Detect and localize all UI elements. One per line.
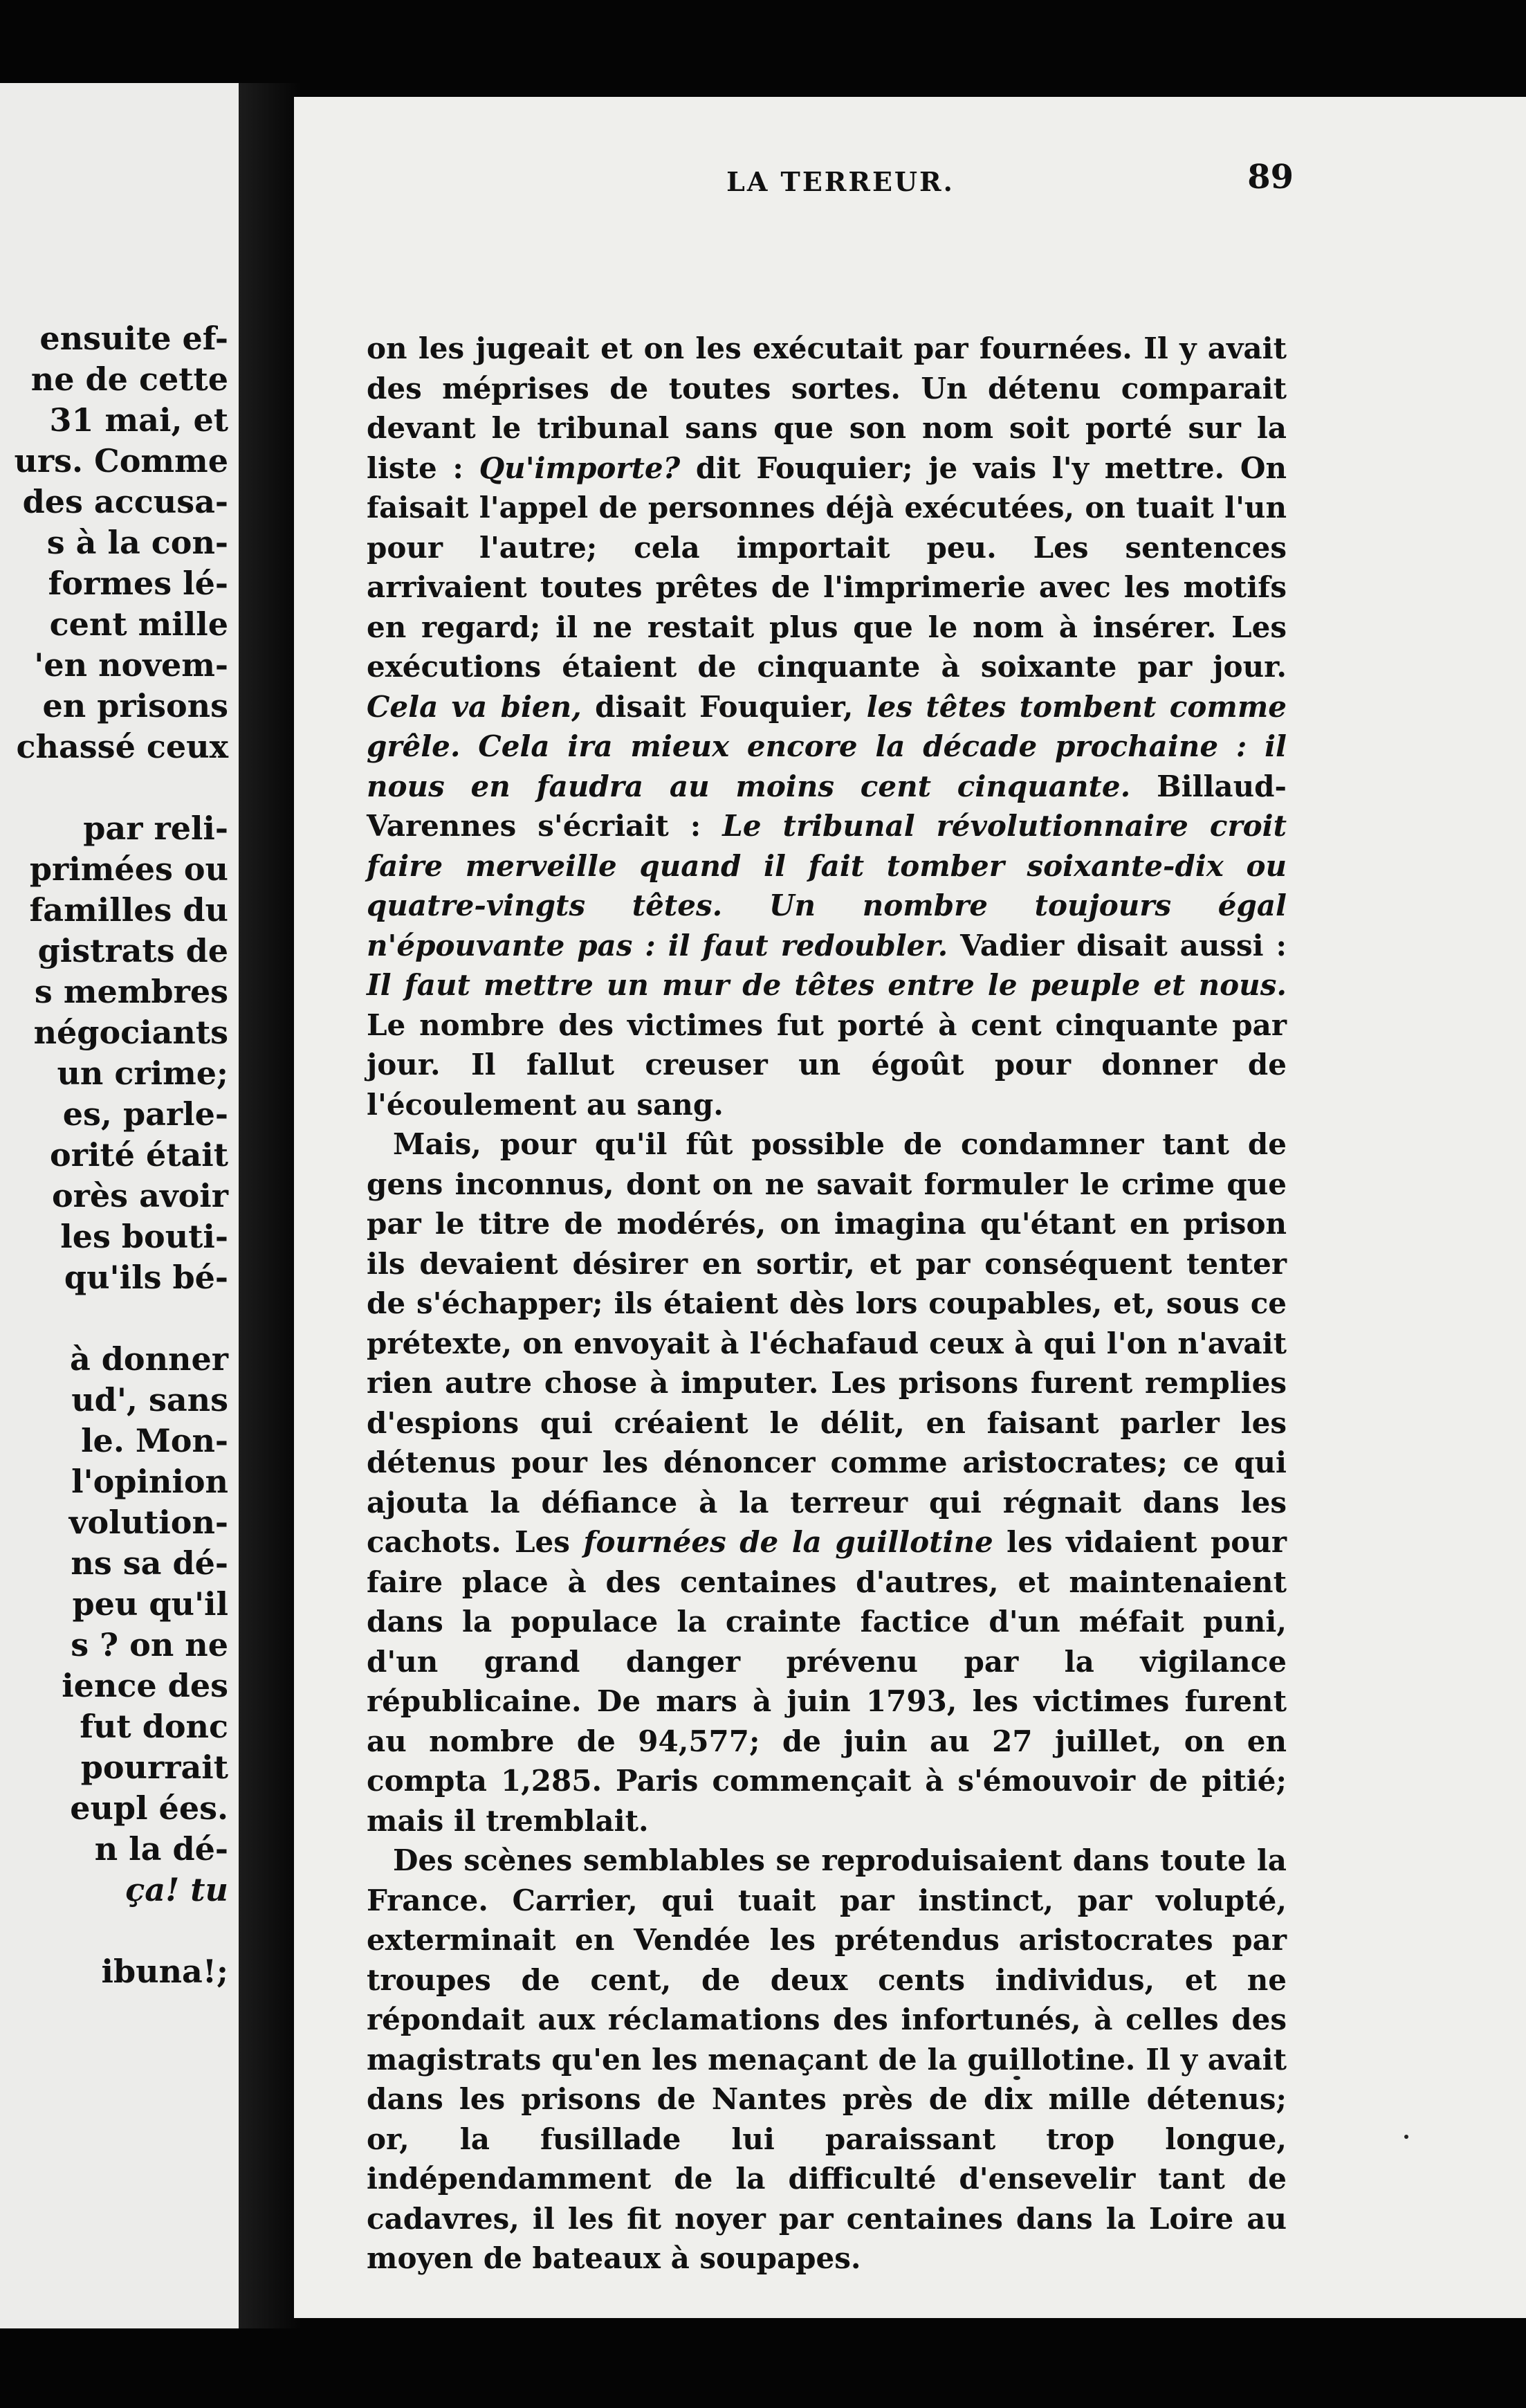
facing-page-line: es, parle- <box>62 1095 228 1133</box>
paragraph <box>367 1841 1287 2279</box>
text-run: Le nombre des victimes fut porté à cent cinquante par jour. Il fallut creuser un égoût pour donner de l'écoulement au sang. <box>367 1007 1287 1122</box>
facing-page-line <box>0 1298 228 1339</box>
facing-page-line: cent mille <box>49 605 228 643</box>
text-run: disait Fouquier, <box>581 689 867 724</box>
facing-page-line: familles du <box>29 891 228 929</box>
ink-speck <box>1404 2135 1408 2139</box>
facing-page-line: s membres <box>34 973 228 1010</box>
text-run: Billaud- Varennes s'écriait : <box>367 769 1287 843</box>
facing-page-line: des accusa- <box>22 483 228 520</box>
italic-text: Le tribunal révolutionnaire croit faire merveille quand il fait tomber soixante-dix ou quatre-vingts têtes. Un nombre toujours égal n'épouvante pas : il faut redoubler. <box>367 809 1287 963</box>
text-run: dit Fouquier; je vais l'y mettre. On faisait l'appel de personnes déjà exécutées, on tuait l'un pour l'autre; cela importait peu. Les sentences arrivaient toutes prêtes de l'imprimerie avec les motifs en regard; il ne restait plus que le nom à insérer. Les exécutions étaient de cinquante à soixante par jour. <box>367 450 1287 684</box>
text-run: on les jugeait et on les exécutait par fournées. Il y avait des méprises de toutes sortes. Un détenu comparait devant le tribunal sans que son nom soit porté sur la liste : <box>367 331 1287 485</box>
italic-text: Qu'importe? <box>479 450 681 485</box>
text-run: Des scènes semblables se reproduisaient dans toute la France. Carrier, qui tuait par instinct, par volupté, exterminait en Vendée les prétendus aristocrates par troupes de cent, de deux cents individus, et ne répondait aux réclamations des infortunés, à celles des magistrats qu'en les menaçant de la guillotine. Il y avait dans les prisons de Nantes près de dix mille détenus; or, la fusillade lui paraissant trop longue, indépendamment de la difficulté d'ensevelir tant de cadavres, il les fit noyer par centaines dans la Loire au moyen de bateaux à soupapes. <box>367 1843 1287 2275</box>
facing-page-line: ud', sans <box>71 1381 228 1419</box>
facing-page-line: négociants <box>33 1014 228 1051</box>
facing-page-line: eupl ées. <box>70 1789 228 1827</box>
facing-page-line: peu qu'il <box>72 1585 228 1623</box>
facing-page-line: les bouti- <box>60 1218 228 1255</box>
facing-page-line: urs. Comme <box>14 442 228 480</box>
facing-page-line: volution- <box>68 1504 228 1541</box>
running-head: LA TERREUR. <box>726 166 955 197</box>
facing-page-line: à donner <box>69 1340 228 1378</box>
text-run: Vadier disait aussi : <box>948 928 1287 963</box>
facing-page-line: ns sa dé- <box>71 1544 228 1582</box>
facing-page-line: s ? on ne <box>71 1626 228 1663</box>
facing-page-line <box>0 1910 228 1951</box>
facing-page-line: ience des <box>62 1667 228 1704</box>
facing-page-line: ibuna!; <box>101 1953 228 1990</box>
facing-page-text <box>0 318 228 1992</box>
facing-page-line: s à la con- <box>46 524 228 561</box>
facing-page-line: chassé ceux <box>16 728 228 765</box>
italic-text: Cela va bien, <box>367 689 582 724</box>
book-gutter <box>239 83 301 2328</box>
ink-speck <box>1013 2076 1020 2080</box>
page-number: 89 <box>1247 158 1294 197</box>
text-run: les vidaient pour faire place à des centaines d'autres, et maintenaient dans la populace la crainte factice d'un méfait puni, d'un grand danger prévenu par la vigilance républicaine. De mars à juin 1793, les victimes furent au nombre de 94,577; de juin au 27 juillet, on en compta 1,285. Paris commençait à s'émouvoir de pitié; mais il tremblait. <box>367 1525 1287 1838</box>
facing-page-line <box>0 767 228 808</box>
facing-page-line: le. Mon- <box>81 1422 228 1459</box>
italic-text: Il faut mettre un mur de têtes entre le peuple et nous. <box>367 968 1287 1002</box>
italic-text: fournées de la guillotine <box>583 1525 993 1559</box>
facing-page-line: 'en novem- <box>34 646 228 684</box>
facing-page-line: ne de cette <box>30 361 228 398</box>
facing-page-line: formes lé- <box>48 565 228 602</box>
facing-page-line: primées ou <box>29 850 228 888</box>
facing-page-line: orité était <box>50 1136 228 1174</box>
facing-page-line: fut donc <box>80 1708 228 1745</box>
facing-page-line: gistrats de <box>37 932 228 969</box>
facing-page-left <box>0 83 239 2328</box>
facing-page-line: 31 mai, et <box>49 401 228 439</box>
facing-page-line: l'opinion <box>71 1463 228 1500</box>
italic-text: les têtes tombent comme grêle. Cela ira mieux encore la décade prochaine : il nous en faudra au moins cent cinquante. <box>367 689 1287 803</box>
facing-page-line: n la dé- <box>94 1830 228 1868</box>
facing-page-line: ça! tu <box>125 1871 228 1908</box>
facing-page-line: orès avoir <box>51 1177 228 1214</box>
facing-page-line: pourrait <box>80 1749 228 1786</box>
facing-page-line: qu'ils bé- <box>64 1259 228 1296</box>
facing-page-line: un crime; <box>57 1055 228 1092</box>
paragraph <box>367 329 1287 1124</box>
facing-page-line: par reli- <box>83 810 228 847</box>
facing-page-line: en prisons <box>42 687 228 724</box>
facing-page-line: ensuite ef- <box>39 320 228 357</box>
paragraph <box>367 1124 1287 1841</box>
body-text <box>367 329 1287 2279</box>
text-run: Mais, pour qu'il fût possible de condamner tant de gens inconnus, dont on ne savait formuler le crime que par le titre de modérés, on imagina qu'étant en prison ils devaient désirer en sortir, et par conséquent tenter de s'échapper; ils étaient dès lors coupables, et, sous ce prétexte, on envoyait à l'échafaud ceux à qui l'on n'avait rien autre chose à imputer. Les prisons furent remplies d'espions qui créaient le délit, en faisant parler les détenus pour les dénoncer comme aristocrates; ce qui ajouta la défiance à la terreur qui régnait dans les cachots. Les <box>367 1127 1287 1559</box>
